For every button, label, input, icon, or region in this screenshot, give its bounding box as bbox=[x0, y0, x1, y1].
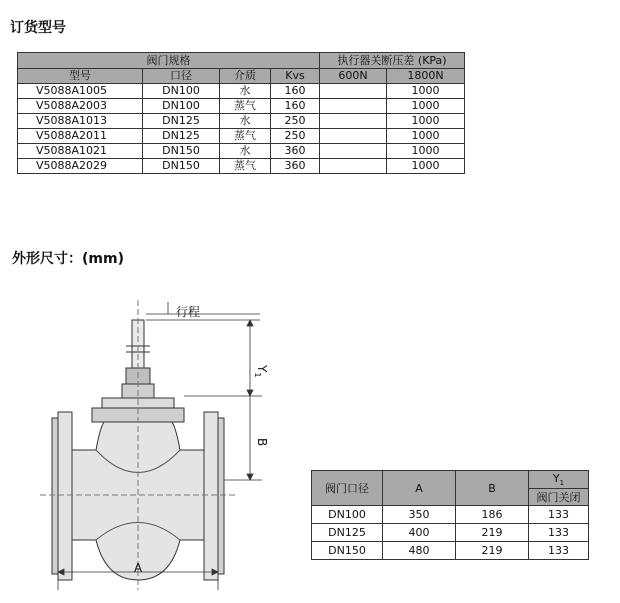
dims-cell-size: DN125 bbox=[312, 524, 383, 542]
col-header-model: 型号 bbox=[18, 69, 143, 84]
cell-1800n: 1000 bbox=[387, 114, 465, 129]
cell-medium: 水 bbox=[220, 84, 271, 99]
b-label: B bbox=[255, 438, 269, 447]
valve-dimension-drawing bbox=[0, 290, 300, 603]
dims-cell-a: 400 bbox=[383, 524, 456, 542]
cell-600n bbox=[320, 144, 387, 159]
spec-table-row bbox=[18, 114, 465, 129]
dims-col-y1-closed: 阀门关闭 bbox=[529, 488, 589, 506]
cell-size: DN150 bbox=[143, 144, 220, 159]
spec-table-row bbox=[18, 99, 465, 114]
col-header-size: 口径 bbox=[143, 69, 220, 84]
right-flange bbox=[204, 412, 218, 580]
cell-1800n: 1000 bbox=[387, 129, 465, 144]
cell-medium: 水 bbox=[220, 144, 271, 159]
cell-medium: 蒸气 bbox=[220, 99, 271, 114]
dimensions-heading: 外形尺寸：(mm) bbox=[12, 251, 124, 267]
dims-cell-size: DN150 bbox=[312, 542, 383, 560]
dims-table-row bbox=[312, 506, 589, 524]
order-heading: 订货型号 bbox=[10, 20, 66, 36]
cell-size: DN100 bbox=[143, 99, 220, 114]
cell-size: DN125 bbox=[143, 129, 220, 144]
cell-model: V5088A2029 bbox=[18, 159, 143, 174]
cell-medium: 水 bbox=[220, 114, 271, 129]
dims-cell-size: DN100 bbox=[312, 506, 383, 524]
dims-table-row bbox=[312, 524, 589, 542]
cell-kvs: 160 bbox=[271, 99, 320, 114]
y1-label: $Y_1$ bbox=[253, 365, 269, 378]
dims-cell-a: 350 bbox=[383, 506, 456, 524]
dims-cell-a: 480 bbox=[383, 542, 456, 560]
cell-model: V5088A2011 bbox=[18, 129, 143, 144]
dims-col-b: B bbox=[456, 471, 529, 506]
dims-cell-b: 186 bbox=[456, 506, 529, 524]
cell-kvs: 250 bbox=[271, 114, 320, 129]
cell-medium: 蒸气 bbox=[220, 159, 271, 174]
dims-col-a: A bbox=[383, 471, 456, 506]
col-header-kvs: Kvs bbox=[271, 69, 320, 84]
dims-table-row bbox=[312, 542, 589, 560]
cell-600n bbox=[320, 99, 387, 114]
cell-kvs: 360 bbox=[271, 159, 320, 174]
valve-spec-group-header: 阀门规格 bbox=[18, 53, 320, 69]
col-header-600n: 600N bbox=[320, 69, 387, 84]
dims-cell-b: 219 bbox=[456, 524, 529, 542]
cell-1800n: 1000 bbox=[387, 99, 465, 114]
left-flange bbox=[58, 412, 72, 580]
col-header-1800n: 1800N bbox=[387, 69, 465, 84]
left-flange-outer bbox=[52, 418, 58, 574]
cell-1800n: 1000 bbox=[387, 144, 465, 159]
cell-kvs: 360 bbox=[271, 144, 320, 159]
dimensions-table bbox=[311, 470, 589, 560]
dims-cell-b: 219 bbox=[456, 542, 529, 560]
stroke-label: 行程 bbox=[176, 305, 201, 319]
cell-1800n: 1000 bbox=[387, 159, 465, 174]
cell-medium: 蒸气 bbox=[220, 129, 271, 144]
cell-600n bbox=[320, 129, 387, 144]
dims-cell-y1: 133 bbox=[529, 506, 589, 524]
spec-table-row bbox=[18, 144, 465, 159]
cell-size: DN150 bbox=[143, 159, 220, 174]
cell-model: V5088A1005 bbox=[18, 84, 143, 99]
cell-model: V5088A2003 bbox=[18, 99, 143, 114]
cell-600n bbox=[320, 84, 387, 99]
a-label: A bbox=[134, 561, 143, 575]
cell-kvs: 160 bbox=[271, 84, 320, 99]
cell-kvs: 250 bbox=[271, 129, 320, 144]
cell-1800n: 1000 bbox=[387, 84, 465, 99]
cell-600n bbox=[320, 159, 387, 174]
cell-size: DN125 bbox=[143, 114, 220, 129]
actuator-pressure-group-header: 执行器关断压差 (KPa) bbox=[320, 53, 465, 69]
spec-table-row bbox=[18, 159, 465, 174]
cell-model: V5088A1021 bbox=[18, 144, 143, 159]
cell-model: V5088A1013 bbox=[18, 114, 143, 129]
cell-600n bbox=[320, 114, 387, 129]
dims-col-y1: $Y_1$ bbox=[529, 471, 589, 489]
dims-cell-y1: 133 bbox=[529, 542, 589, 560]
dims-cell-y1: 133 bbox=[529, 524, 589, 542]
right-flange-outer bbox=[218, 418, 224, 574]
col-header-medium: 介质 bbox=[220, 69, 271, 84]
spec-table-row bbox=[18, 129, 465, 144]
order-spec-table bbox=[17, 52, 465, 174]
spec-table-row bbox=[18, 84, 465, 99]
dims-col-size: 阀门口径 bbox=[312, 471, 383, 506]
cell-size: DN100 bbox=[143, 84, 220, 99]
